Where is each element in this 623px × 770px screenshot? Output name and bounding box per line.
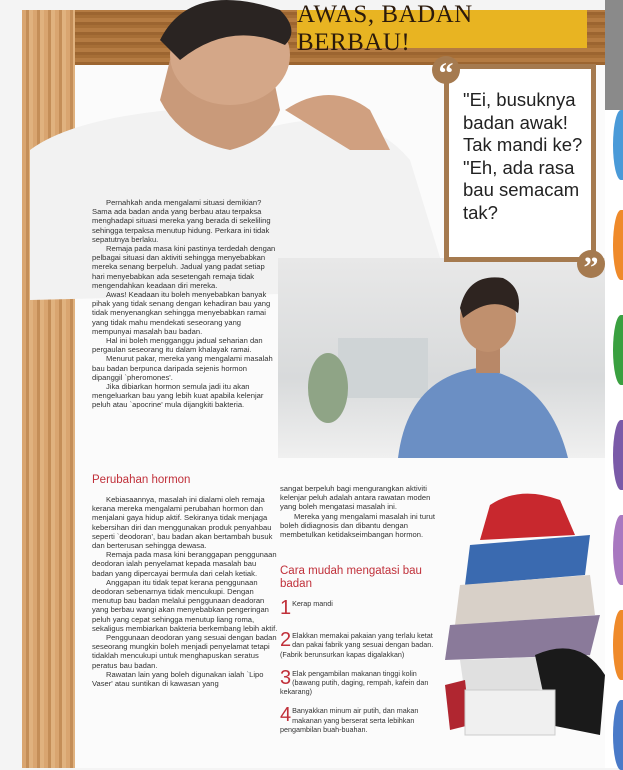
tip-text: Kerap mandi bbox=[292, 599, 333, 609]
close-quote-icon: ” bbox=[577, 250, 605, 278]
intro-text bbox=[92, 198, 278, 410]
paragraph: Awas! Keadaan itu boleh menyebabkan banyak pihak yang tidak senang dengan kehadiran bau yang tidak menyenangkan sehingga menyebabkan ramai yang tidak mahu mendekati seseorang yang mempunyai masalah bau badan. bbox=[92, 290, 271, 336]
paragraph: sangat berpeluh bagi mengurangkan aktiviti kelenjar peluh adalah antara rawatan moden yang boleh mengatasi masalah ini. bbox=[280, 484, 431, 512]
tip-number: 3 bbox=[280, 666, 292, 689]
tip-item bbox=[280, 597, 440, 620]
page-title: AWAS, BADAN BERBAU! bbox=[297, 10, 587, 48]
side-tab[interactable] bbox=[613, 515, 623, 585]
side-tab[interactable] bbox=[613, 315, 623, 385]
paragraph: Anggapan itu tidak tepat kerana penggunaan deodoran sebenarnya tidak mencukupi. Dengan menutup bau badan melalui penggunaan deadoran yang berbau wangi akan menyebabkan pengeringan peluh yang cepat sehingga menutup liang roma, sekaligus membiarkan bakteria berkembang lebih aktif. bbox=[92, 577, 278, 633]
column-2 bbox=[280, 484, 440, 744]
side-tab[interactable] bbox=[613, 700, 623, 770]
paragraph: Rawatan lain yang boleh digunakan ialah `Lipo Vaser' atau suntikan di kawasan yang bbox=[92, 669, 264, 689]
tip-text: Elakkan memakai pakaian yang terlalu ketat dan pakai fabrik yang sesuai dengan badan. (Fabrik berunsurkan kapas digalakkan) bbox=[280, 631, 434, 659]
tip-item bbox=[280, 666, 440, 697]
section-heading: Cara mudah mengatasi bau badan bbox=[280, 565, 422, 591]
pull-quote: "Ei, busuknya badan awak! Tak mandi ke? "Eh, ada rasa bau semacam tak? bbox=[444, 64, 596, 262]
tip-number: 1 bbox=[280, 597, 292, 620]
paragraph: Remaja pada masa kini pastinya terdedah dengan pelbagai situasi dan aktiviti sehingga menyebabkan mereka senang berpeluh. Jadual yang padat setiap hari menyebabkan ada sesetengah remaja tidak mengendahkan keadaan diri mereka. bbox=[92, 244, 276, 290]
paragraph: Penggunaan deodoran yang sesuai dengan badan seseorang mungkin boleh menjadi penyelamat tetapi tidaklah mencukupi untuk menghapuskan seratus peratus bau badan. bbox=[92, 633, 277, 670]
side-tab[interactable] bbox=[613, 420, 623, 490]
paragraph: Remaja pada masa kini beranggapan penggunaan deodoran ialah penyelamat kepada masalah bau badan yang dipercayai bermula dari celah ketiak. bbox=[92, 550, 277, 578]
paragraph: Mereka yang mengalami masalah ini turut boleh didiagnosis dan dibantu dengan membetulkan ketidakseimbangan hormon. bbox=[280, 511, 435, 540]
photo-laundry-pile bbox=[440, 485, 610, 745]
section-heading: Perubahan hormon bbox=[92, 474, 191, 486]
open-quote-icon: “ bbox=[432, 56, 460, 84]
badge-corner bbox=[605, 0, 623, 110]
section-hormon bbox=[92, 474, 278, 688]
paragraph: Hal ini boleh mengganggu jadual seharian dan pergaulan seseorang itu dalam khalayak ramai. bbox=[92, 336, 263, 355]
paragraph: Pernahkah anda mengalami situasi demikian? Sama ada badan anda yang berbau atau terpaksa menghadapi situasi mereka yang berada di sekeliling sehingga terpaksa menutup hidung. Perkara ini tidak sepatutnya berlaku. bbox=[92, 198, 271, 244]
side-tab[interactable] bbox=[613, 610, 623, 680]
paragraph: Kebiasaannya, masalah ini dialami oleh remaja kerana mereka mengalami perubahan hormon dan menjalani gaya hidup aktif. Sekiranya tidak menjaga kebersihan diri dan menggunakan produk penyahbau seperti `deodoran', bau badan akan bertambah busuk dan berterusan sehingga dewasa. bbox=[92, 495, 273, 551]
tip-text: Banyakkan minum air putih, dan makan makanan yang berserat serta lebihkan pengambilan buah-buahan. bbox=[280, 706, 419, 734]
paragraph: Jika dibiarkan hormon semula jadi itu akan mengeluarkan bau yang lebih kuat apabila kelenjar peluh atau `apocrine' mula dijangkiti bakteria. bbox=[92, 382, 264, 410]
tip-number: 2 bbox=[280, 629, 292, 652]
tip-number: 4 bbox=[280, 704, 292, 727]
tip-item bbox=[280, 631, 440, 659]
tip-item bbox=[280, 706, 440, 734]
paragraph: Menurut pakar, mereka yang mengalami masalah bau badan berpunca daripada sejenis hormon dipanggil `pheromones'. bbox=[92, 354, 273, 382]
side-tab[interactable] bbox=[613, 110, 623, 180]
side-tab[interactable] bbox=[613, 210, 623, 280]
photo-man-blue-shirt bbox=[278, 258, 605, 458]
tip-text: Elak pengambilan makanan tinggi kolin (bawang putih, daging, rempah, kafein dan kekarang) bbox=[280, 668, 429, 697]
